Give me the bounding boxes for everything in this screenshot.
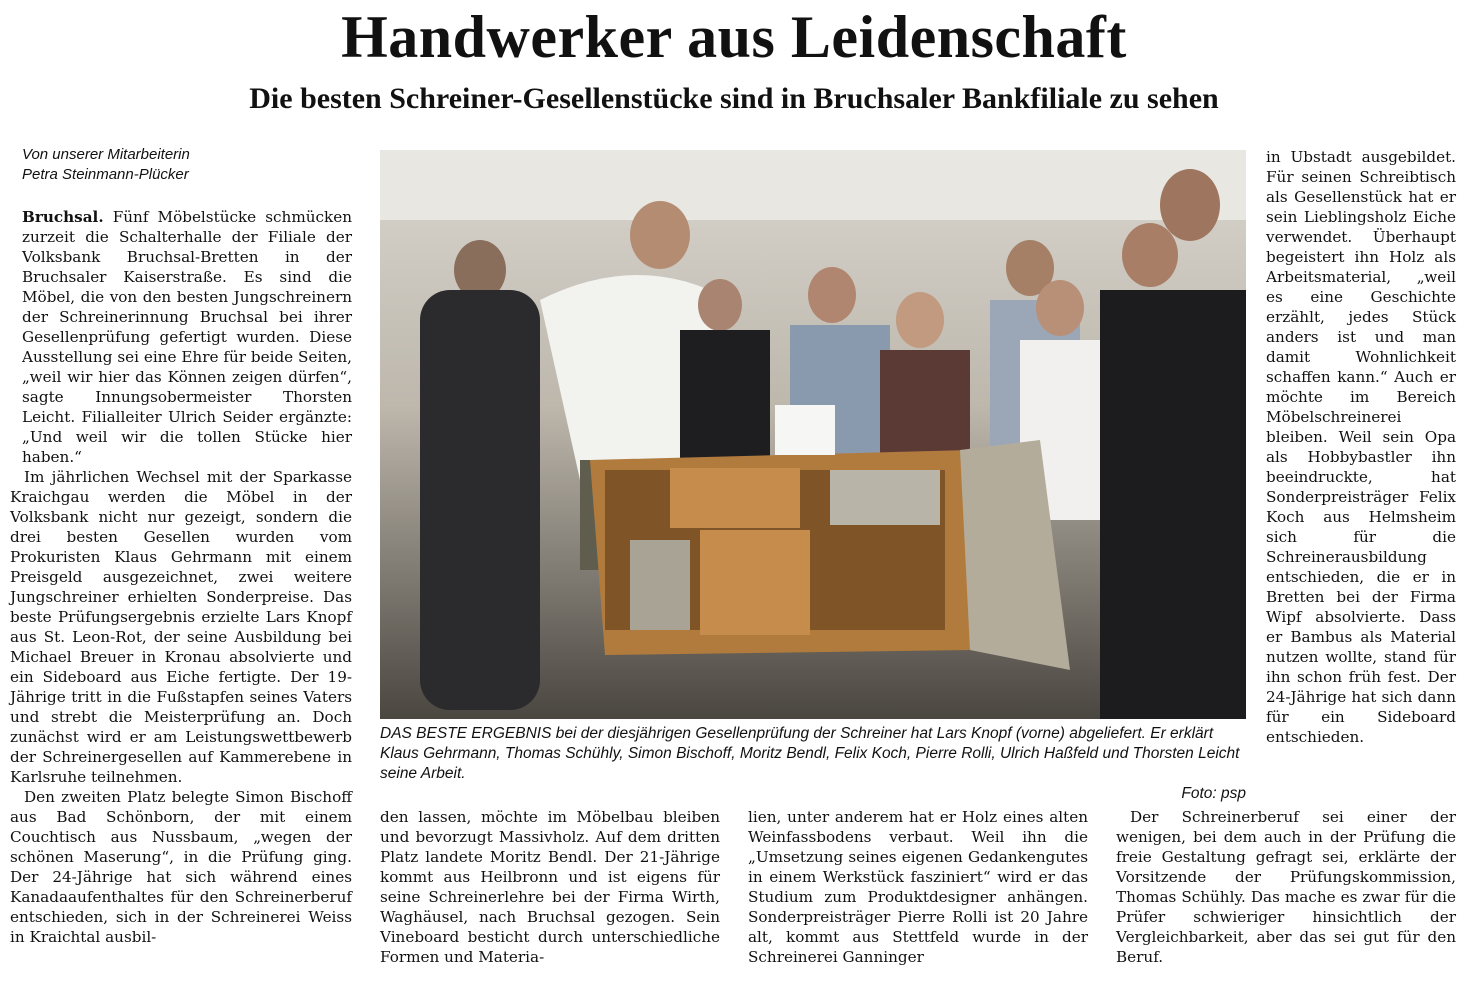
paragraph: in Ubstadt ausgebildet. Für seinen Schreibtisch als Gesellenstück hat er sein Lieblingsholz Eiche verwendet. Überhaupt begeistert ihn Holz als Arbeitsmaterial, „weil es eine Geschichte erzählt, jedes Stück anders ist und man damit Wohnlichkeit schaffen kann.“ Auch er möchte im Bereich Möbelschreinerei bleiben. Weil sein Opa als Hobbybastler ihn beeindruckte, hat Sonderpreisträger Felix Koch aus Helmsheim sich für die Schreinerausbildung entschieden, die er in Bretten bei der Firma Wipf absolvierte. Dass er Bambus als Material nutzen wollte, stand für ihn schon früh fest. Der 24-Jährige hat sich dann für ein Sideboard entschieden. — [1266, 148, 1456, 746]
column-2 — [380, 807, 720, 967]
byline — [22, 145, 352, 185]
photo-illustration — [380, 150, 1246, 719]
byline-author: Petra Steinmann-Plücker — [22, 166, 189, 183]
article-headline: Handwerker aus Leidenschaft — [341, 4, 1127, 70]
paragraph: Den zweiten Platz belegte Simon Bischoff aus Bad Schönborn, der mit einem Couchtisch aus Nussbaum, „wegen der schönen Maserung“, in die Prüfung ging. Der 24-Jährige hat sich während eines Kanadaaufenthaltes für den Schreinerberuf entschieden, sich in der Schreinerei Weiss in Kraichtal ausbil- — [10, 788, 352, 946]
paragraph: Der Schreinerberuf sei einer der wenigen, bei dem auch in der Prüfung die freie Gestaltung gefragt sei, erklärte der Vorsitzende der Prüfungskommission, Thomas Schühly. Das mache es zwar für die Prüfer schwieriger hinsichtlich der Vergleichbarkeit, aber das sei gut für den Beruf. — [1116, 808, 1456, 966]
column-4-upper — [1266, 147, 1456, 747]
paragraph — [10, 207, 352, 467]
photo-caption — [380, 724, 1246, 804]
column-4-lower — [1116, 807, 1456, 967]
caption-text: bei der diesjährigen Gesellenprüfung der Schreiner hat Lars Knopf (vorne) abgeliefert. Er erklärt Klaus Gehrmann, Thomas Schühly, Simon Bischoff, Moritz Bendl, Felix Koch, Pierre Rolli, Ulrich Haßfeld und Thorsten Leicht seine Arbeit. — [380, 725, 1240, 782]
column-1 — [10, 207, 352, 947]
article-photo — [380, 150, 1246, 719]
caption-lead: DAS BESTE ERGEBNIS — [380, 725, 552, 742]
photo-credit: Foto: psp — [1181, 785, 1246, 802]
dateline: Bruchsal. — [22, 208, 104, 226]
paragraph: den lassen, möchte im Möbelbau bleiben und bevorzugt Massivholz. Auf dem dritten Platz landete Moritz Bendl. Der 21-Jährige kommt aus Heilbronn und ist eigens für seine Schreinerlehre bei der Firma Wirth, Waghäusel, nach Bruchsal gezogen. Sein Vineboard besticht durch unterschiedliche Formen und Materia- — [380, 808, 720, 966]
paragraph-text: Fünf Möbelstücke schmücken zurzeit die Schalterhalle der Filiale der Volksbank Bruchsal-Bretten in der Bruchsaler Kaiserstraße. Es sind die Möbel, die von den besten Jungschreinern der Schreinerinnung Bruchsal bei ihrer Gesellenprüfung gefertigt wurden. Diese Ausstellung sei eine Ehre für beide Seiten, „weil wir hier das Können zeigen dürfen“, sagte Innungsobermeister Thorsten Leicht. Filialleiter Ulrich Seider ergänzte: „Und weil wir die tollen Stücke hier haben.“ — [22, 208, 352, 466]
paragraph: lien, unter anderem hat er Holz eines alten Weinfassbodens verbaut. Weil ihn die „Umsetzung seines eigenen Gedankengutes in einem Werkstück fasziniert“ wird er das Studium zum Produktdesigner anhängen. Sonderpreisträger Pierre Rolli ist 20 Jahre alt, kommt aus Stettfeld wurde in der Schreinerei Ganninger — [748, 808, 1088, 966]
article-subheadline: Die besten Schreiner-Gesellenstücke sind in Bruchsaler Bankfiliale zu sehen — [249, 82, 1219, 115]
paragraph: Im jährlichen Wechsel mit der Sparkasse Kraichgau werden die Möbel in der Volksbank nicht nur gezeigt, sondern die drei besten Gesellen wurden vom Prokuristen Klaus Gehrmann mit einem Preisgeld ausgezeichnet, zwei weitere Jungschreiner erhielten Sonderpreise. Das beste Prüfungsergebnis erzielte Lars Knopf aus St. Leon-Rot, der seine Ausbildung bei Michael Breuer in Kronau absolvierte und ein Sideboard aus Eiche fertigte. Der 19-Jährige tritt in die Fußstapfen seines Vaters und strebt die Meisterprüfung an. Doch zunächst wird er am Leistungswettbewerb der Schreinergesellen auf Kammerebene in Karlsruhe teilnehmen. — [10, 468, 352, 786]
column-3 — [748, 807, 1088, 967]
byline-role: Von unserer Mitarbeiterin — [22, 146, 190, 163]
